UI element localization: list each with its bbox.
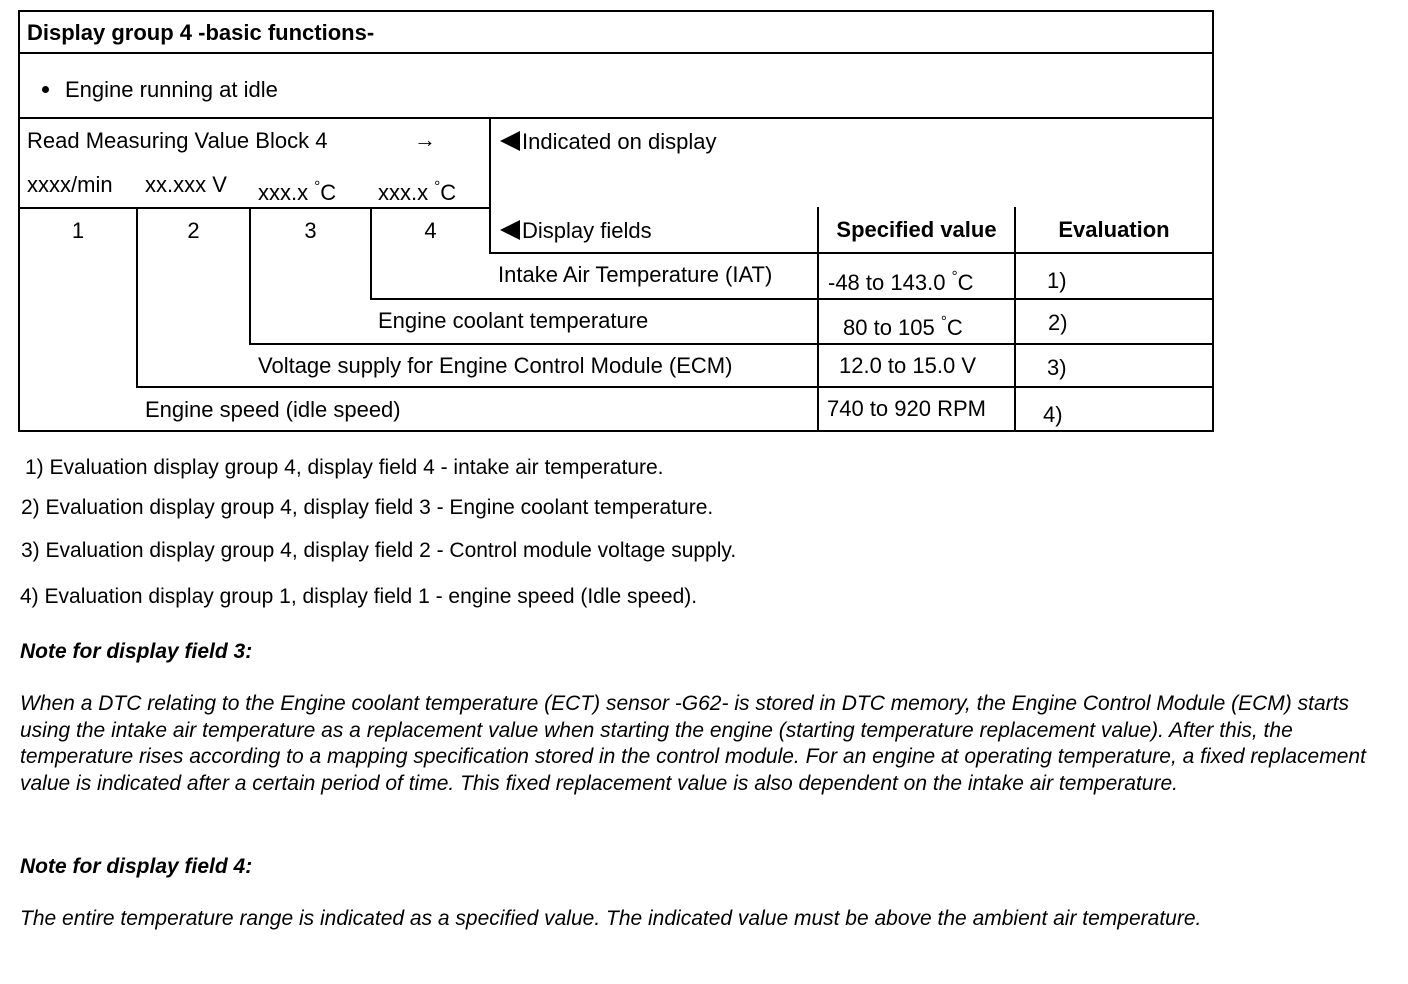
row-ect-spec-value: 80 to 105: [843, 315, 935, 340]
note-field-3-heading: Note for display field 3:: [20, 640, 253, 663]
format-field-2: xx.xxx V: [145, 172, 227, 197]
note-field-4-body: The entire temperature range is indicated as a specified value. The indicated value must be above the ambient air temperature.: [20, 907, 1202, 930]
unit-c: C: [320, 180, 337, 205]
row1-divider: [370, 298, 1214, 300]
field-number-1: 1: [71, 218, 85, 243]
format-field-3: [258, 174, 336, 206]
unit-c: C: [440, 180, 457, 205]
row-iat-label: Intake Air Temperature (IAT): [498, 262, 773, 287]
format-field-4: [378, 174, 456, 206]
display-fields-label: Display fields: [522, 218, 652, 243]
row-rpm-spec: 740 to 920 RPM: [827, 396, 986, 421]
read-block-label: Read Measuring Value Block 4: [27, 128, 328, 153]
field-number-3: 3: [304, 218, 317, 243]
format-field-3-value: xxx.x: [258, 180, 309, 205]
row-voltage-eval: 3): [1047, 355, 1067, 380]
header-divider: [489, 252, 1214, 254]
read-block-divider: [489, 117, 491, 254]
right-arrow-icon: →: [414, 127, 436, 152]
footnote-3: 3) Evaluation display group 4, display field 2 - Control module voltage supply.: [21, 539, 737, 562]
row-ect-label: Engine coolant temperature: [378, 308, 649, 333]
row-rpm-label: Engine speed (idle speed): [145, 397, 401, 422]
title-divider: [18, 52, 1214, 54]
format-field-4-value: xxx.x: [378, 180, 429, 205]
unit-c: C: [957, 270, 974, 295]
note-field-3-body: When a DTC relating to the Engine coolant temperature (ECT) sensor -G62- is stored in DTC memory, the Engine Control Module (ECM) starts using the intake air temperature as a replacement value when starting the engine (starting temperature replacement value). After this, the temperature rises according to a mapping specification stored in the control module. For an engine at operating temperature, a fixed replacement value is indicated after a certain period of time. This fixed replacement value is also dependent on the intake air temperature.: [20, 692, 1366, 795]
format-divider: [18, 207, 490, 209]
bullet-icon: [42, 86, 49, 93]
degree-symbol: °: [314, 178, 321, 195]
display-fields-header: [500, 218, 652, 244]
left-triangle-icon: [500, 131, 520, 151]
indicated-label: Indicated on display: [522, 129, 717, 154]
indicated-on-display: [500, 129, 716, 155]
row-ect-eval: 2): [1048, 310, 1068, 335]
row-iat-spec-value: -48 to 143.0: [828, 270, 946, 295]
row3-divider: [136, 386, 1214, 388]
unit-c: C: [946, 315, 963, 340]
degree-symbol: °: [940, 313, 947, 330]
condition-row: [28, 77, 278, 103]
row-rpm-eval: 4): [1043, 402, 1063, 427]
field-number-2: 2: [187, 218, 200, 243]
table-title: Display group 4 -basic functions-: [27, 20, 375, 45]
field-number-4: 4: [424, 218, 437, 243]
footnote-2: 2) Evaluation display group 4, display field 3 - Engine coolant temperature.: [21, 496, 714, 519]
row-iat-eval: 1): [1047, 268, 1067, 293]
degree-symbol: °: [951, 268, 958, 285]
left-triangle-icon: [500, 220, 520, 240]
row2-divider: [249, 343, 1214, 345]
evaluation-header: Evaluation: [1058, 217, 1170, 242]
note-field-4-heading: Note for display field 4:: [20, 855, 253, 878]
row-voltage-label: Voltage supply for Engine Control Module (ECM): [258, 353, 733, 378]
degree-symbol: °: [434, 178, 441, 195]
row-voltage-spec: 12.0 to 15.0 V: [839, 353, 976, 378]
specified-value-header: Specified value: [836, 217, 997, 242]
row-ect-spec: [843, 309, 963, 341]
condition-divider: [18, 117, 1214, 119]
row-iat-spec: [828, 264, 973, 296]
footnote-4: 4) Evaluation display group 1, display field 1 - engine speed (Idle speed).: [20, 585, 698, 608]
condition-text: Engine running at idle: [65, 77, 278, 102]
footnote-1: 1) Evaluation display group 4, display field 4 - intake air temperature.: [25, 456, 664, 479]
format-field-1: xxxx/min: [27, 172, 113, 197]
